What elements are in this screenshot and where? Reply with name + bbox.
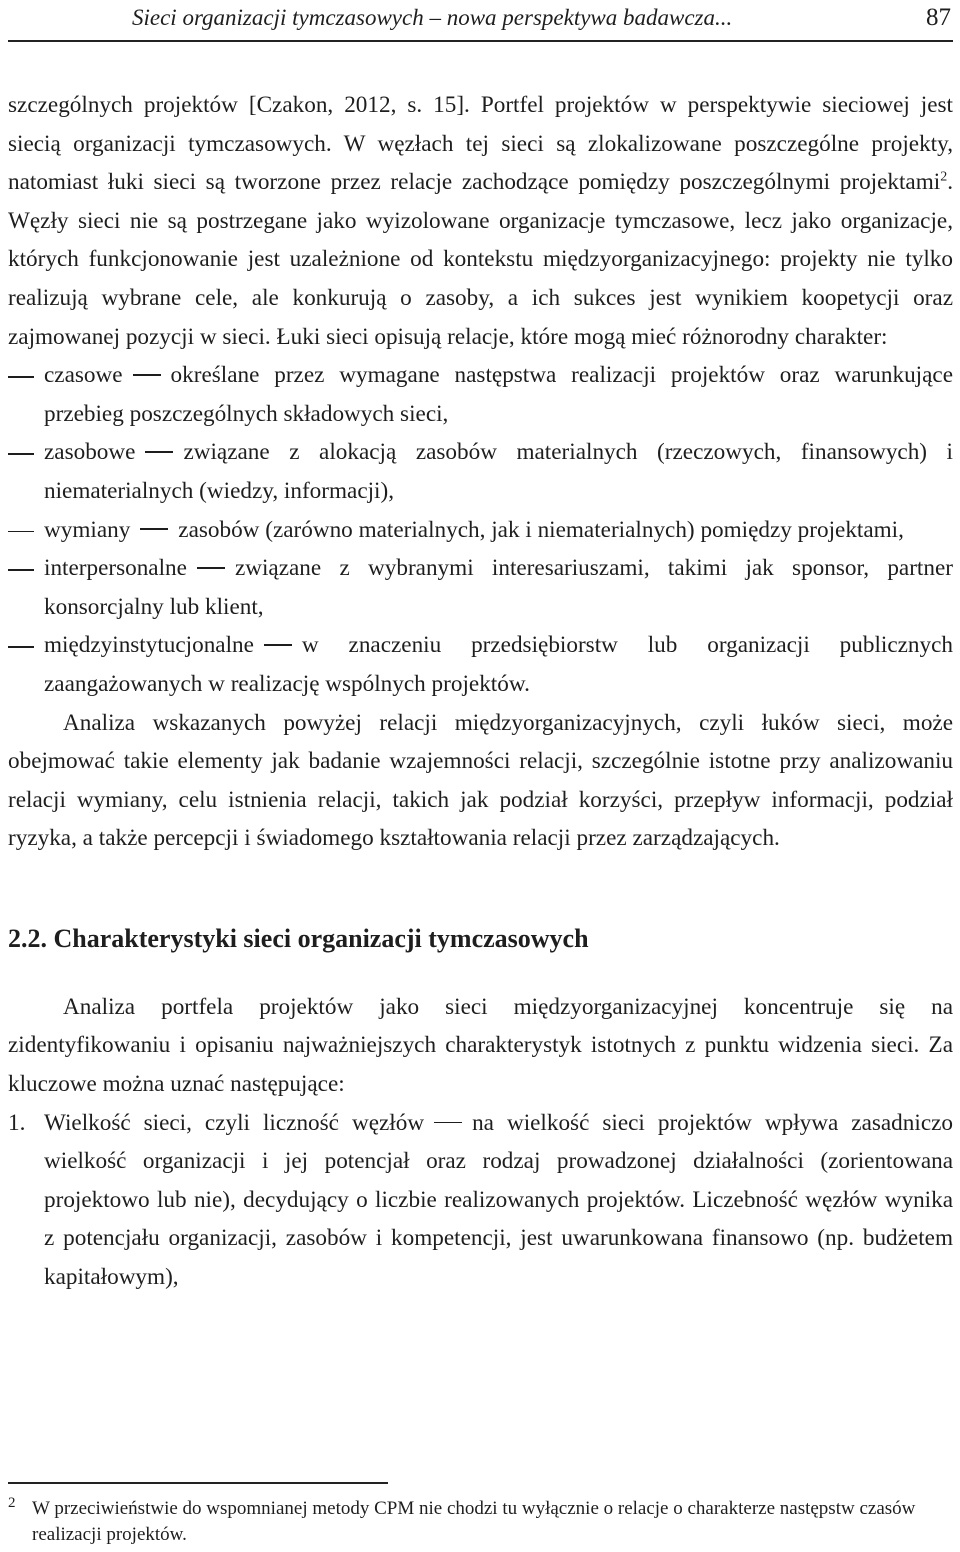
list-item-term: Wielkość sieci, czyli liczność węzłów xyxy=(44,1109,425,1136)
list-item-desc: w znaczeniu przedsiębiorstw lub organizacji publicznych zaangażowanych w realizację wspólnych projektów. xyxy=(44,632,953,697)
list-number: 1. xyxy=(8,1109,26,1136)
body-text xyxy=(8,86,953,1297)
section-heading xyxy=(8,922,953,956)
list-item-term: interpersonalne xyxy=(44,555,187,582)
list-item xyxy=(8,626,953,703)
list-item xyxy=(8,511,953,550)
list-item xyxy=(8,1104,953,1297)
em-dash xyxy=(434,1122,462,1124)
footnote-text: W przeciwieństwie do wspomnianej metody CPM nie chodzi tu wyłącznie o relacje o charakterze następstw czasów realizacji projektów. xyxy=(32,1498,916,1545)
list-item-term: zasobowe xyxy=(44,439,136,466)
em-dash xyxy=(145,451,173,453)
page xyxy=(8,0,953,1297)
section-title: Charakterystyki sieci organizacji tymczasowych xyxy=(53,923,589,953)
paragraph-1 xyxy=(8,86,953,356)
footnote-divider xyxy=(8,1482,388,1484)
running-title: Sieci organizacji tymczasowych – nowa perspektywa badawcza... xyxy=(132,5,733,30)
footnote-ref[interactable]: 2 xyxy=(940,169,948,185)
page-number: 87 xyxy=(926,4,951,31)
list-item xyxy=(8,549,953,626)
footnote xyxy=(8,1496,953,1548)
list-item-desc: zasobów (zarówno materialnych, jak i niematerialnych) pomiędzy projektami, xyxy=(178,516,904,543)
list-item xyxy=(8,356,953,433)
list-item-term: wymiany xyxy=(44,516,131,543)
em-dash xyxy=(133,374,161,376)
running-header xyxy=(8,0,953,42)
list-item-desc: określane przez wymagane następstwa realizacji projektów oraz warunkujące przebieg poszczególnych składowych sieci, xyxy=(44,362,953,427)
list-item-term: czasowe xyxy=(44,362,123,389)
paragraph-3: Analiza portfela projektów jako sieci międzyorganizacyjnej koncentruje się na zidentyfikowaniu i opisaniu najważniejszych charakterystyk istotnych z punktu widzenia sieci. Za kluczowe można uznać następujące: xyxy=(8,993,953,1098)
relations-list xyxy=(8,356,953,703)
em-dash xyxy=(140,528,168,530)
list-item-desc: związane z alokacją zasobów materialnych (rzeczowych, finansowych) i niematerialnych (wiedzy, informacji), xyxy=(44,439,953,504)
paragraph-1-part-a: szczególnych projektów [Czakon, 2012, s. 15]. Portfel projektów w perspektywie sieciowej jest siecią organizacji tymczasowych. W węzłach tej sieci są zlokalizowane poszczególne projekty, natomiast łuki sieci są tworzone przez relacje zachodzące pomiędzy poszczególnymi projektami xyxy=(8,92,953,196)
section-number: 2.2. xyxy=(8,923,47,953)
list-item-desc: na wielkość sieci projektów wpływa zasadniczo wielkość organizacji i jej potencjał oraz rodzaj prowadzonej działalności (zorientowana projektowo lub nie), decydujący o liczbie realizowanych projektów. Liczebność węzłów wynika z potencjału organizacji, zasobów i kompetencji, jest uwarunkowana finansowo (np. budżetem kapitałowym), xyxy=(44,1109,953,1291)
footnote-mark: 2 xyxy=(8,1495,16,1511)
paragraph-2: Analiza wskazanych powyżej relacji międzyorganizacyjnych, czyli łuków sieci, może obejmować takie elementy jak badanie wzajemności relacji, szczególnie istotne przy analizowaniu relacji wymiany, celu istnienia relacji, takich jak podział korzyści, przepływ informacji, podział ryzyka, a także percepcji i świadomego kształtowania relacji przez zarządzających. xyxy=(8,709,953,852)
em-dash xyxy=(264,644,292,646)
characteristics-list xyxy=(8,1104,953,1297)
em-dash xyxy=(197,567,225,569)
list-item xyxy=(8,433,953,510)
paragraph-1-part-b: . Węzły sieci nie są postrzegane jako wyizolowane organizacje tymczasowe, lecz jako organizacje, których funkcjonowanie jest uzależnione od kontekstu międzyorganizacyjnego: projekty nie tylko realizują wybrane cele, ale konkurują o zasoby, a ich sukces jest wynikiem koopetycji oraz zajmowanej pozycji w sieci. Łuki sieci opisują relacje, które mogą mieć różnorodny charakter: xyxy=(8,169,953,350)
list-item-desc: związane z wybranymi interesariuszami, takimi jak sponsor, partner konsorcjalny lub klient, xyxy=(44,555,953,620)
list-item-term: międzyinstytucjonalne xyxy=(44,632,254,659)
